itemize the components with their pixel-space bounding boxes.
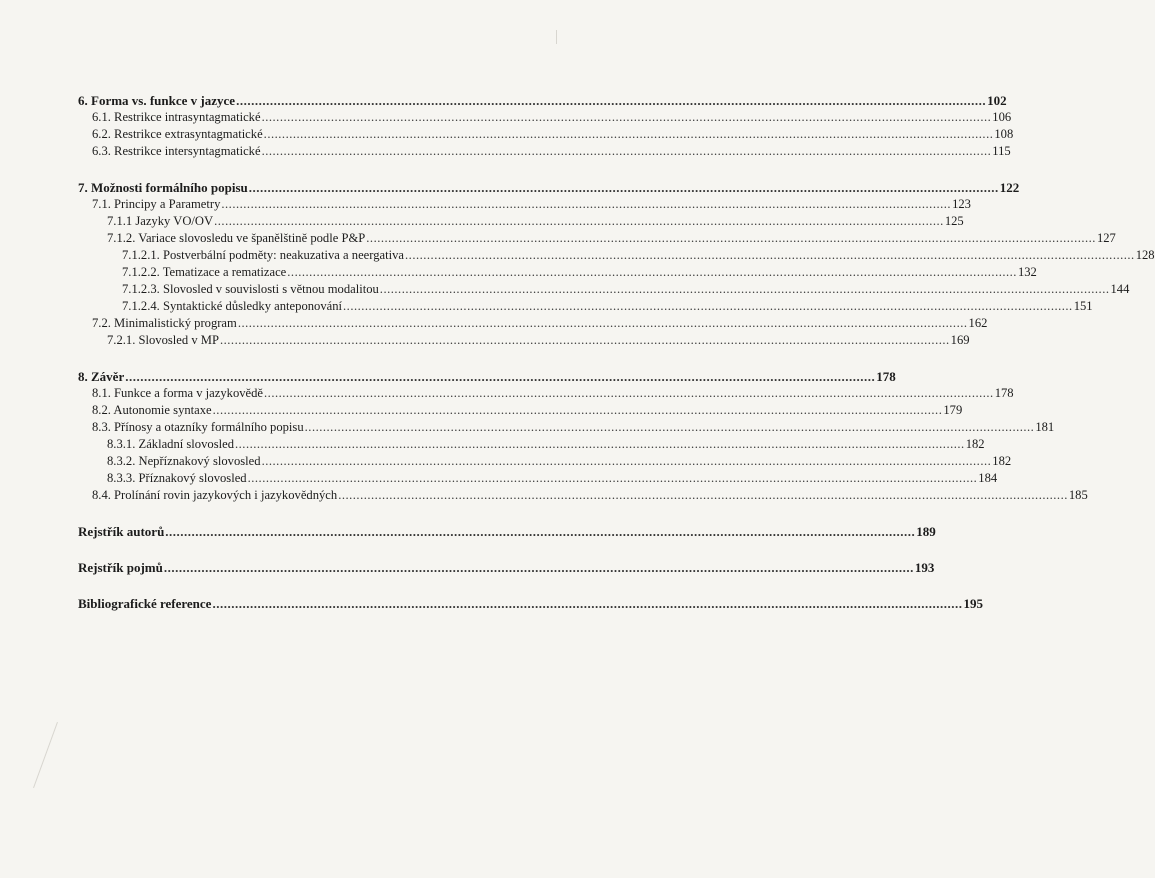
toc-entry: [78, 281, 1130, 298]
toc-entry: [78, 109, 1012, 126]
toc-entry-page: 178: [994, 386, 1014, 400]
dot-leader: ........................................................................................................................................................................................................: [214, 214, 944, 228]
toc-entry: [78, 385, 1014, 402]
toc-entry-title: [122, 247, 404, 264]
toc-entry-number: 8.3.1.: [107, 437, 136, 451]
toc-entry-page: 125: [944, 214, 964, 228]
toc-entry-text: Tematizace a rematizace: [162, 265, 287, 279]
toc-entry-number: 8.3.: [92, 420, 111, 434]
toc-entry: [78, 143, 1011, 160]
toc-entry-number: 8.3.3.: [107, 471, 136, 485]
toc-entry-text: Forma vs. funkce v jazyce: [91, 93, 236, 108]
toc-entry-page: 151: [1073, 299, 1093, 313]
toc-entry-title: [107, 436, 234, 453]
dot-leader: ........................................................................................................................................................................................................: [219, 333, 950, 347]
toc-entry-title: [107, 213, 213, 230]
dot-leader: ........................................................................................................................................................................................................: [212, 596, 963, 611]
toc-entry-title: [122, 298, 342, 315]
toc-entry-number: 8.4.: [92, 488, 111, 502]
toc-entry-page: 195: [963, 596, 983, 611]
toc-entry-title: [92, 143, 261, 160]
toc-entry: [78, 368, 896, 385]
dot-leader: ........................................................................................................................................................................................................: [235, 437, 965, 451]
toc-entry-page: 128: [1135, 248, 1155, 262]
toc-entry-page: 123: [952, 197, 971, 211]
toc-entry: [78, 419, 1055, 436]
toc-entry-text: Závěr: [91, 369, 125, 384]
toc-entry-text: Funkce a forma v jazykovědě: [114, 386, 264, 400]
toc-entry-text: Slovosled v souvislosti s větnou modalitou: [162, 282, 379, 296]
dot-leader: ........................................................................................................................................................................................................: [247, 471, 978, 485]
toc-entry-text: Postverbální podměty: neakuzativa a neergativa: [162, 248, 405, 262]
toc-entry-text: Prolínání rovin jazykových i jazykovědných: [114, 488, 338, 502]
toc-entry-page: 181: [1035, 420, 1055, 434]
toc-entry-number: 7.: [78, 180, 88, 195]
toc-entry-text: Restrikce extrasyntagmatické: [114, 127, 263, 141]
toc-entry-number: 8.: [78, 369, 88, 384]
toc-entry: [78, 595, 983, 612]
toc-entry-number: 7.1.2.: [107, 231, 136, 245]
toc-entry-number: 6.3.: [92, 144, 111, 158]
dot-leader: ........................................................................................................................................................................................................: [366, 231, 1096, 245]
dot-leader: ........................................................................................................................................................................................................: [264, 386, 994, 400]
toc-entry-text: Principy a Parametry: [114, 197, 221, 211]
toc-entry-title: [78, 595, 211, 612]
toc-entry-title: [92, 419, 304, 436]
toc-entry-page: 106: [992, 110, 1012, 124]
toc-entry-text: Autonomie syntaxe: [113, 403, 212, 417]
toc-entry-title: [78, 368, 124, 385]
toc-entry-title: [78, 92, 235, 109]
dot-leader: ........................................................................................................................................................................................................: [212, 403, 943, 417]
toc-entry-number: 6.1.: [92, 110, 111, 124]
toc-entry-text: Příznakový slovosled: [138, 471, 247, 485]
toc-entry-number: 7.2.1.: [107, 333, 136, 347]
toc-entry: [78, 230, 1116, 247]
toc-entry-number: 6.: [78, 93, 88, 108]
toc-entry-page: 169: [950, 333, 970, 347]
dot-leader: ........................................................................................................................................................................................................: [261, 454, 992, 468]
toc-entry-text: Minimalistický program: [114, 316, 237, 330]
toc-entry-page: 193: [914, 560, 935, 575]
dot-leader: ........................................................................................................................................................................................................: [237, 316, 968, 330]
dot-leader: ........................................................................................................................................................................................................: [261, 110, 992, 124]
toc-entry: [78, 213, 964, 230]
toc-entry-text: Základní slovosled: [138, 437, 234, 451]
toc-entry-page: 127: [1096, 231, 1116, 245]
toc-entry-number: 7.1.2.2.: [122, 265, 160, 279]
toc-entry-title: [122, 281, 379, 298]
toc-entry-page: 189: [916, 524, 936, 539]
toc-entry-title: [92, 315, 237, 332]
toc-entry-text: Variace slovosledu ve španělštině podle P&P: [138, 231, 366, 245]
dot-leader: ........................................................................................................................................................................................................: [338, 488, 1068, 502]
toc-entry-title: [107, 470, 247, 487]
toc-entry-text: Restrikce intrasyntagmatické: [114, 110, 261, 124]
toc-entry-text: Slovosled v MP: [138, 333, 219, 347]
toc-entry-title: [107, 230, 365, 247]
toc-entry-page: 184: [978, 471, 998, 485]
toc-entry-page: 162: [968, 316, 988, 330]
toc-entry: [78, 402, 963, 419]
toc-entry: [78, 436, 985, 453]
toc-entry-title: [92, 487, 337, 504]
toc-entry-text: Restrikce intersyntagmatické: [114, 144, 261, 158]
dot-leader: ........................................................................................................................................................................................................: [125, 369, 876, 384]
dot-leader: ........................................................................................................................................................................................................: [261, 144, 992, 158]
toc-entry: [78, 196, 971, 213]
toc-entry-title: [92, 109, 261, 126]
toc-entry-page: 182: [965, 437, 985, 451]
toc-entry-page: 144: [1110, 282, 1130, 296]
toc-entry-number: 6.2.: [92, 127, 111, 141]
toc-entry: [78, 92, 1007, 109]
dot-leader: ........................................................................................................................................................................................................: [165, 524, 916, 539]
table-of-contents: [78, 92, 1155, 612]
toc-entry: [78, 298, 1093, 315]
toc-entry: [78, 264, 1037, 281]
toc-entry-text: Bibliografické reference: [78, 596, 212, 611]
toc-entry: [78, 470, 998, 487]
toc-entry-title: [78, 559, 163, 576]
toc-entry-number: 7.1.2.1.: [122, 248, 160, 262]
dot-leader: ........................................................................................................................................................................................................: [248, 180, 999, 195]
toc-entry-title: [122, 264, 286, 281]
toc-entry-page: 178: [876, 369, 896, 384]
toc-entry-title: [78, 523, 164, 540]
toc-entry: [78, 523, 936, 540]
toc-entry-page: 182: [992, 454, 1012, 468]
scan-mark: [556, 30, 557, 44]
dot-leader: ........................................................................................................................................................................................................: [304, 420, 1035, 434]
toc-entry-number: 7.1.2.4.: [122, 299, 160, 313]
toc-entry-text: Jazyky VO/OV: [135, 214, 214, 228]
toc-entry-number: 7.2.: [92, 316, 111, 330]
toc-entry: [78, 487, 1088, 504]
toc-entry-number: 7.1.2.3.: [122, 282, 160, 296]
toc-entry-number: 8.1.: [92, 386, 111, 400]
dot-leader: ........................................................................................................................................................................................................: [263, 127, 994, 141]
toc-entry-page: 108: [994, 127, 1014, 141]
dot-leader: ........................................................................................................................................................................................................: [343, 299, 1073, 313]
toc-entry-number: 7.1.1: [107, 214, 133, 228]
toc-entry-title: [92, 196, 220, 213]
toc-entry: [78, 453, 1012, 470]
toc-entry-text: Nepříznakový slovosled: [138, 454, 261, 468]
toc-entry-title: [107, 453, 261, 470]
toc-entry-title: [107, 332, 219, 349]
dot-leader: ........................................................................................................................................................................................................: [221, 197, 952, 211]
toc-entry: [78, 247, 1155, 264]
toc-entry: [78, 179, 1020, 196]
toc-entry-title: [92, 385, 263, 402]
toc-entry-text: Možnosti formálního popisu: [91, 180, 248, 195]
toc-entry-title: [92, 402, 212, 419]
toc-entry-text: Syntaktické důsledky anteponování: [162, 299, 343, 313]
dot-leader: ........................................................................................................................................................................................................: [236, 93, 987, 108]
toc-entry-number: 8.2.: [92, 403, 111, 417]
toc-entry-page: 132: [1017, 265, 1037, 279]
toc-entry-page: 185: [1068, 488, 1088, 502]
toc-entry-page: 179: [943, 403, 963, 417]
toc-entry-page: 122: [999, 180, 1020, 195]
toc-entry: [78, 126, 1014, 143]
dot-leader: ........................................................................................................................................................................................................: [287, 265, 1017, 279]
dot-leader: ........................................................................................................................................................................................................: [163, 560, 914, 575]
dot-leader: ........................................................................................................................................................................................................: [405, 248, 1135, 262]
toc-entry: [78, 315, 988, 332]
dot-leader: ........................................................................................................................................................................................................: [379, 282, 1110, 296]
scan-mark: [33, 722, 58, 788]
toc-entry-number: 8.3.2.: [107, 454, 136, 468]
toc-entry: [78, 332, 970, 349]
toc-entry-number: 7.1.: [92, 197, 111, 211]
toc-entry-text: Rejstřík autorů: [78, 524, 165, 539]
toc-entry-title: [78, 179, 248, 196]
toc-entry-title: [92, 126, 263, 143]
toc-entry-text: Rejstřík pojmů: [78, 560, 163, 575]
toc-entry: [78, 559, 935, 576]
toc-entry-page: 102: [987, 93, 1007, 108]
toc-entry-page: 115: [992, 144, 1011, 158]
toc-entry-text: Přínosy a otazníky formálního popisu: [114, 420, 304, 434]
